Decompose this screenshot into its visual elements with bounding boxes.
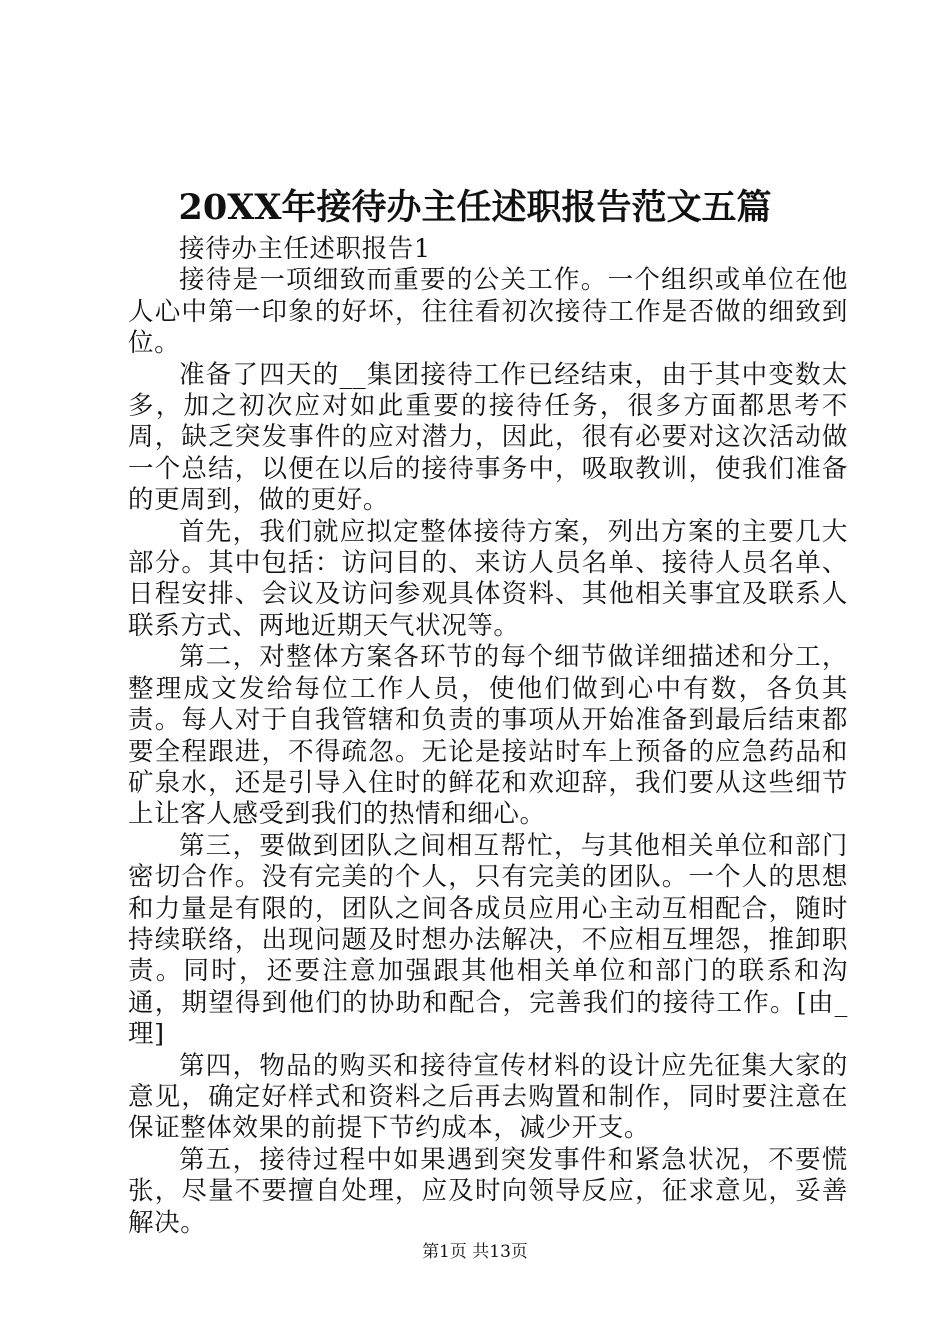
paragraph: 首先，我们就应拟定整体接待方案，列出方案的主要几大部分。其中包括：访问目的、来访人员名单、接待人员名单、日程安排、会议及访问参观具体资料、其他相关事宜及联系人联系方式、两地近期天气状况等。 [128,516,848,641]
document-body [128,234,848,1239]
paragraph: 第三，要做到团队之间相互帮忙，与其他相关单位和部门密切合作。没有完美的个人，只有完美的团队。一个人的思想和力量是有限的，团队之间各成员应用心主动互相配合，随时持续联络，出现问题及时想办法解决，不应相互埋怨，推卸职责。同时，还要注意加强跟其他相关单位和部门的联系和沟通，期望得到他们的协助和配合，完善我们的接待工作。[由_理] [128,830,848,1050]
document-title: 20XX年接待办主任述职报告范文五篇 [178,187,772,228]
paragraph: 接待是一项细致而重要的公关工作。一个组织或单位在他人心中第一印象的好坏，往往看初次接待工作是否做的细致到位。 [128,265,848,359]
paragraph: 第二，对整体方案各环节的每个细节做详细描述和分工，整理成文发给每位工作人员，使他们做到心中有数，各负其责。每人对于自我管辖和负责的事项从开始准备到最后结束都要全程跟进，不得疏忽。无论是接站时车上预备的应急药品和矿泉水，还是引导入住时的鲜花和欢迎辞，我们要从这些细节上让客人感受到我们的热情和细心。 [128,642,848,830]
section-heading: 接待办主任述职报告1 [179,234,431,264]
page-number-footer: 第1页 共13页 [422,1242,528,1262]
paragraph: 准备了四天的__集团接待工作已经结束，由于其中变数太多，加之初次应对如此重要的接待任务，很多方面都思考不周，缺乏突发事件的应对潜力，因此，很有必要对这次活动做一个总结，以便在以后的接待事务中，吸取教训，使我们准备的更周到，做的更好。 [128,359,848,516]
paragraph: 第四，物品的购买和接待宣传材料的设计应先征集大家的意见，确定好样式和资料之后再去购置和制作，同时要注意在保证整体效果的前提下节约成本，减少开支。 [128,1050,848,1144]
paragraph: 第五，接待过程中如果遇到突发事件和紧急状况，不要慌张，尽量不要擅自处理，应及时向领导反应，征求意见，妥善解决。 [128,1144,848,1238]
